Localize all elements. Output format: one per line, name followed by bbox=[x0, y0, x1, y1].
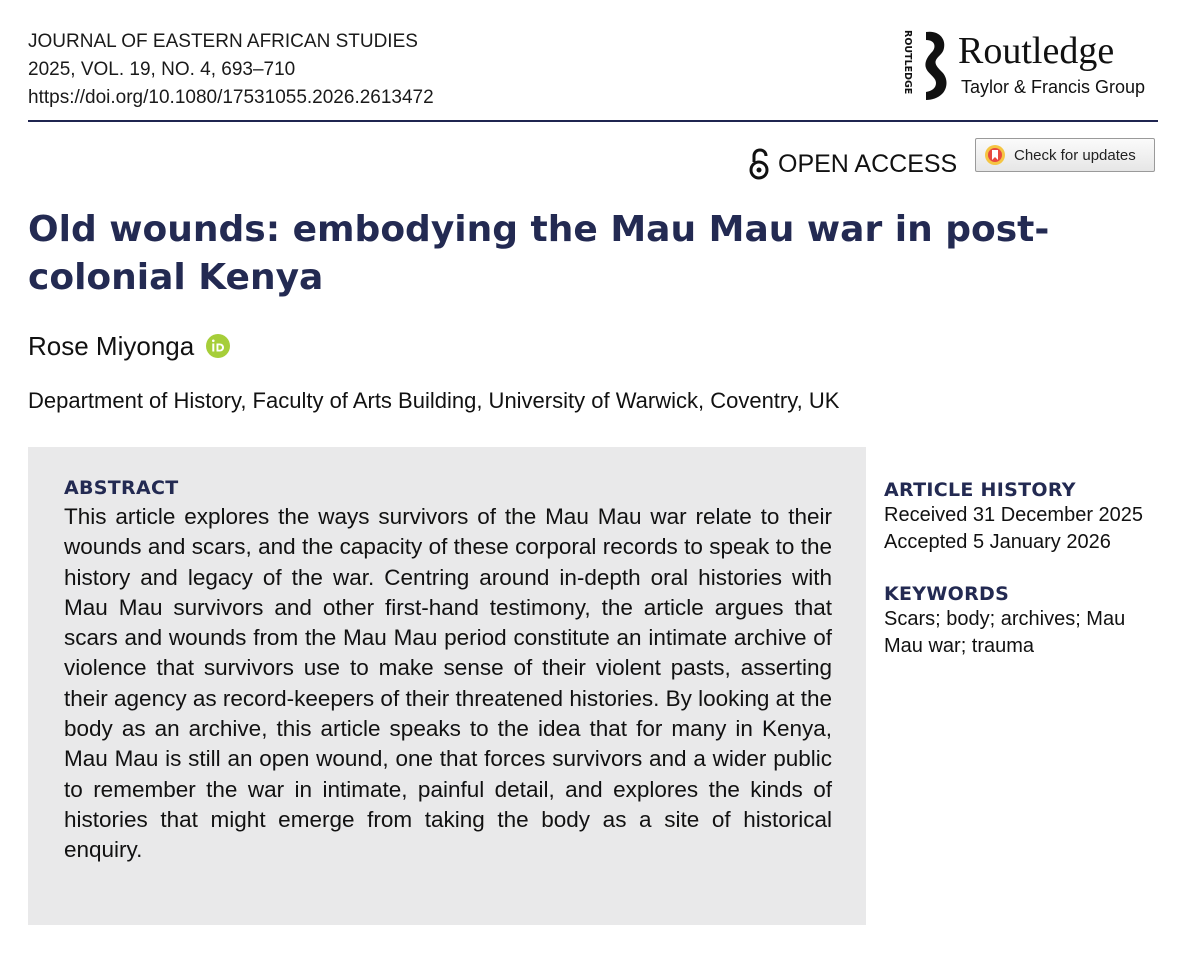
check-for-updates-button[interactable] bbox=[975, 138, 1155, 172]
received-date: Received 31 December 2025 bbox=[884, 504, 1144, 526]
journal-name: JOURNAL OF EASTERN AFRICAN STUDIES bbox=[28, 31, 418, 52]
open-access-badge bbox=[748, 146, 957, 182]
article-history bbox=[884, 478, 1174, 556]
journal-volume: 2025, VOL. 19, NO. 4, 693–710 bbox=[28, 59, 296, 80]
publisher-name: Routledge bbox=[958, 30, 1115, 72]
journal-doi-link[interactable]: https://doi.org/10.1080/17531055.2026.2613472 bbox=[28, 87, 434, 108]
publisher-group: Taylor & Francis Group bbox=[961, 77, 1146, 97]
check-updates-label: Check for updates bbox=[1014, 146, 1136, 164]
author-line bbox=[28, 326, 230, 366]
article-sidebar bbox=[884, 478, 1174, 660]
accepted-date: Accepted 5 January 2026 bbox=[884, 531, 1111, 553]
publisher-brand[interactable] bbox=[892, 28, 1172, 108]
article-title: Old wounds: embodying the Mau Mau war in post-colonial Kenya bbox=[28, 209, 1050, 298]
logo-vertical-text: ROUTLEDGE bbox=[902, 30, 913, 95]
open-lock-icon bbox=[748, 148, 770, 180]
keywords bbox=[884, 582, 1174, 660]
orcid-icon[interactable] bbox=[206, 334, 230, 358]
author-affiliation: Department of History, Faculty of Arts Building, University of Warwick, Coventry, UK bbox=[28, 388, 840, 413]
journal-info bbox=[28, 28, 434, 112]
keywords-list: Scars; body; archives; Mau Mau war; trauma bbox=[884, 608, 1126, 657]
header-divider bbox=[28, 120, 1158, 122]
abstract-heading: ABSTRACT bbox=[64, 477, 179, 499]
keywords-heading: KEYWORDS bbox=[884, 583, 1010, 605]
crossmark-icon bbox=[984, 144, 1006, 166]
abstract-panel bbox=[28, 447, 866, 925]
author-name[interactable]: Rose Miyonga bbox=[28, 330, 195, 361]
open-access-label: OPEN ACCESS bbox=[778, 149, 958, 178]
routledge-logo-icon bbox=[892, 28, 952, 104]
abstract-text: This article explores the ways survivors of the Mau Mau war relate to their wounds and scars, and the capacity of these corporal records to speak to the history and legacy of the war. Centring around in-depth oral histories with Mau Mau survivors and other first-hand testimony, the article argues that scars and wounds from the Mau Mau period constitute an intimate archive of violence that survivors use to make sense of their violent pasts, asserting their agency as record-keepers of their threatened histories. By looking at the body as an archive, this article speaks to the idea that for many in Kenya, Mau Mau is still an open wound, one that forces survivors and a wider public to remember the war in intimate, painful detail, and explores the kinds of histories that might emerge from taking the body as a site of historical enquiry. bbox=[64, 504, 832, 863]
article-history-heading: ARTICLE HISTORY bbox=[884, 479, 1076, 501]
